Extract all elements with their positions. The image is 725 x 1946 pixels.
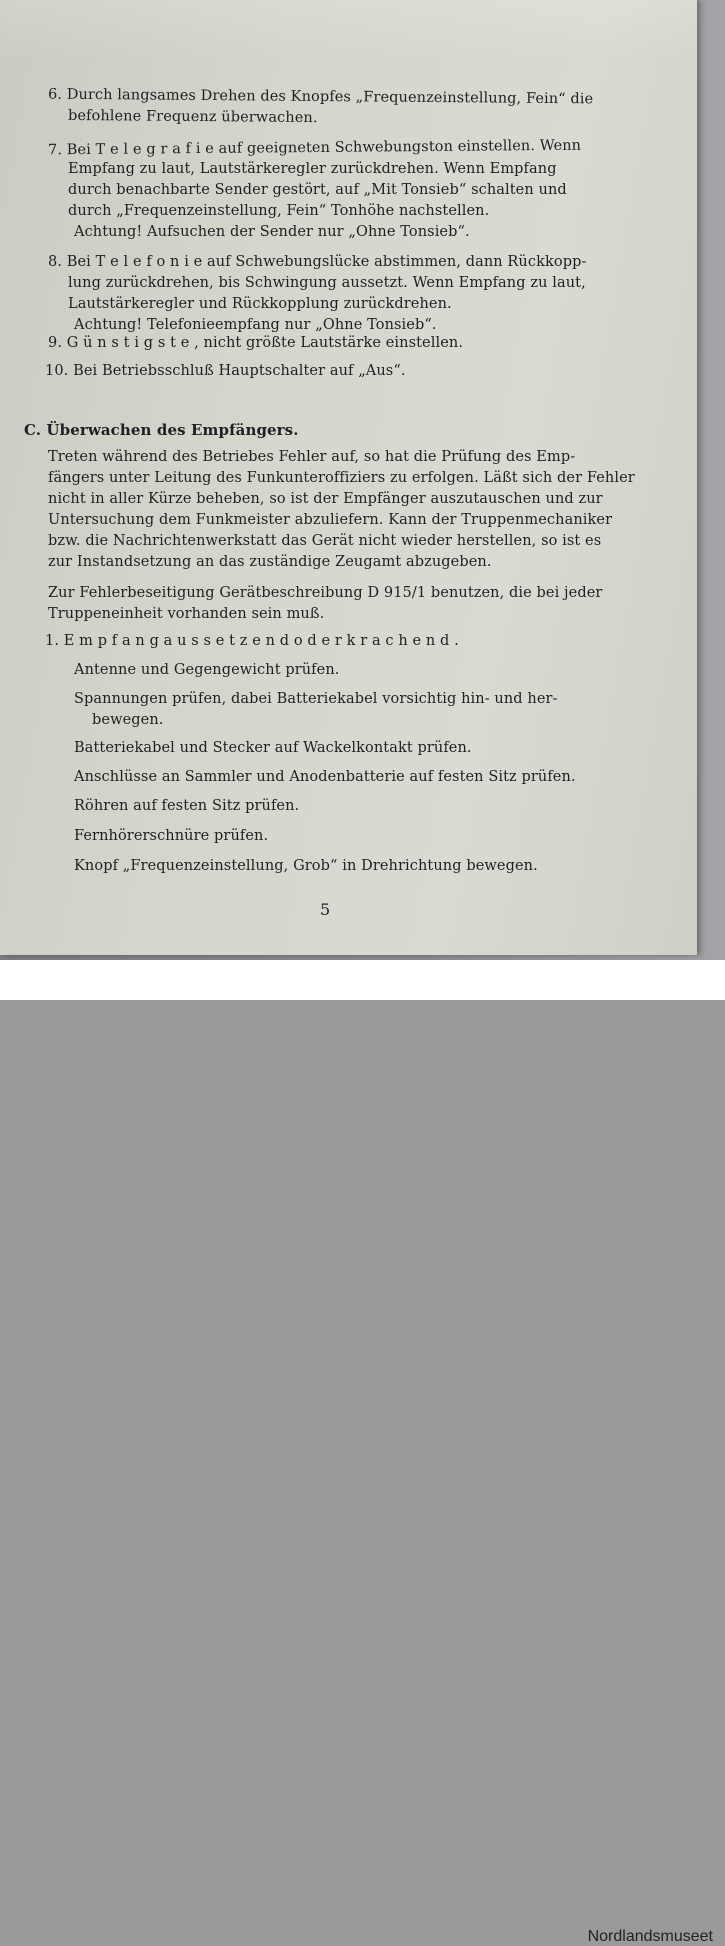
item1-step5: Röhren auf festen Sitz prüfen. [74, 798, 300, 814]
item8-line4: Achtung! Telefonieempfang nur „Ohne Tonsieb“. [74, 317, 437, 333]
footer-bar [0, 960, 725, 1945]
item10: 10. Bei Betriebsschluß Hauptschalter auf „Aus“. [45, 363, 406, 379]
item9: 9. G ü n s t i g s t e , nicht größte Lautstärke einstellen. [48, 335, 464, 351]
item7-line1: 7. Bei T e l e g r a f i e auf geeigneten Schwebungston einstellen. Wenn [47, 137, 582, 159]
para1-line2: fängers unter Leitung des Funkunteroffiziers zu erfolgen. Läßt sich der Fehler [48, 470, 635, 486]
item1-step3: Batteriekabel und Stecker auf Wackelkontakt prüfen. [74, 740, 472, 756]
item8-line2: lung zurückdrehen, bis Schwingung aussetzt. Wenn Empfang zu laut, [68, 275, 586, 291]
item1-step2-cont: bewegen. [92, 712, 164, 728]
item1-step2: Spannungen prüfen, dabei Batteriekabel vorsichtig hin- und her- [74, 691, 558, 707]
item1-step7: Knopf „Frequenzeinstellung, Grob“ in Drehrichtung bewegen. [74, 858, 538, 874]
item1-heading: 1. E m p f a n g a u s s e t z e n d o d e r k r a c h e n d . [45, 633, 459, 649]
item1-step4: Anschlüsse an Sammler und Anodenbatterie auf festen Sitz prüfen. [74, 769, 576, 785]
item7-line4: durch „Frequenzeinstellung, Fein“ Tonhöhe nachstellen. [68, 203, 490, 219]
item7-line2: Empfang zu laut, Lautstärkeregler zurückdrehen. Wenn Empfang [68, 161, 557, 177]
para1-line3: nicht in aller Kürze beheben, so ist der Empfänger auszutauschen und zur [48, 491, 603, 507]
para2-line2: Truppeneinheit vorhanden sein muß. [48, 606, 325, 622]
para1-line6: zur Instandsetzung an das zuständige Zeugamt abzugeben. [48, 554, 492, 570]
item1-step6: Fernhörerschnüre prüfen. [74, 828, 269, 844]
item6-line2: befohlene Frequenz überwachen. [67, 107, 318, 127]
item7-line5: Achtung! Aufsuchen der Sender nur „Ohne Tonsieb“. [74, 224, 470, 240]
item8-line1: 8. Bei T e l e f o n i e auf Schwebungslücke abstimmen, dann Rückkopp- [48, 254, 587, 270]
document-page [0, 0, 697, 955]
page-number: 5 [320, 900, 331, 919]
item1-step1: Antenne und Gegengewicht prüfen. [74, 662, 340, 678]
item6-line1: 6. Durch langsames Drehen des Knopfes „Frequenzeinstellung, Fein“ die [47, 86, 594, 108]
item8-line3: Lautstärkeregler und Rückkopplung zurückdrehen. [68, 296, 452, 312]
watermark: Nordlandsmuseet [587, 1928, 713, 1945]
para1-line5: bzw. die Nachrichtenwerkstatt das Gerät nicht wieder herstellen, so ist es [48, 533, 602, 549]
para2-line1: Zur Fehlerbeseitigung Gerätbeschreibung D 915/1 benutzen, die bei jeder [48, 585, 603, 601]
item7-line3: durch benachbarte Sender gestört, auf „Mit Tonsieb“ schalten und [68, 182, 567, 198]
section-c-heading: C. Überwachen des Empfängers. [24, 421, 299, 439]
para1-line4: Untersuchung dem Funkmeister abzuliefern. Kann der Truppenmechaniker [48, 512, 613, 528]
para1-line1: Treten während des Betriebes Fehler auf, so hat die Prüfung des Emp- [48, 449, 576, 465]
